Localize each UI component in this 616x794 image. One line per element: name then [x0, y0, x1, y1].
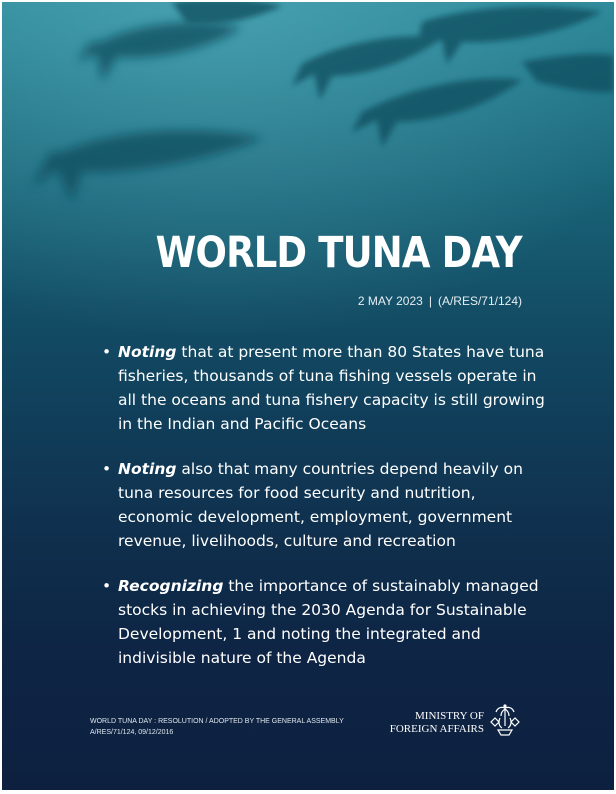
- resolution-reference: (A/RES/71/124): [437, 294, 522, 308]
- date-reference: [358, 294, 522, 308]
- resolution-points: [102, 340, 554, 691]
- list-item: [102, 457, 554, 553]
- source-citation: [90, 716, 350, 738]
- citation-line: A/RES/71/124, 09/12/2016: [90, 729, 174, 736]
- bullet-text: the importance of sustainably managed stocks in achieving the 2030 Agenda for Sustainable Development, 1 and noting the integrated and indivisible nature of the Agenda: [118, 577, 539, 667]
- ministry-line: MINISTRY OF: [415, 710, 484, 722]
- bullet-lead: Noting: [118, 343, 177, 361]
- bullet-lead: Noting: [118, 460, 177, 478]
- poster: [2, 2, 614, 790]
- ministry-name: [390, 710, 484, 736]
- state-emblem-icon: [488, 702, 522, 738]
- ministry-line: FOREIGN AFFAIRS: [389, 723, 484, 735]
- bullet-text: that at present more than 80 States have tuna fisheries, thousands of tuna fishing vessels operate in all the oceans and tuna fishery capacity is still growing in the Indian and Pacific Oceans: [118, 343, 545, 433]
- event-date: 2 MAY 2023: [357, 294, 423, 308]
- bullet-lead: Recognizing: [118, 577, 224, 595]
- page-title: WORLD TUNA DAY: [155, 228, 522, 278]
- list-item: [102, 574, 554, 670]
- bullet-text: also that many countries depend heavily on tuna resources for food security and nutrition, economic development, employment, government revenue, livelihoods, culture and recreation: [118, 460, 523, 550]
- list-item: [102, 340, 554, 436]
- citation-line: WORLD TUNA DAY : RESOLUTION / ADOPTED BY THE GENERAL ASSEMBLY: [90, 718, 344, 725]
- separator: |: [428, 294, 432, 308]
